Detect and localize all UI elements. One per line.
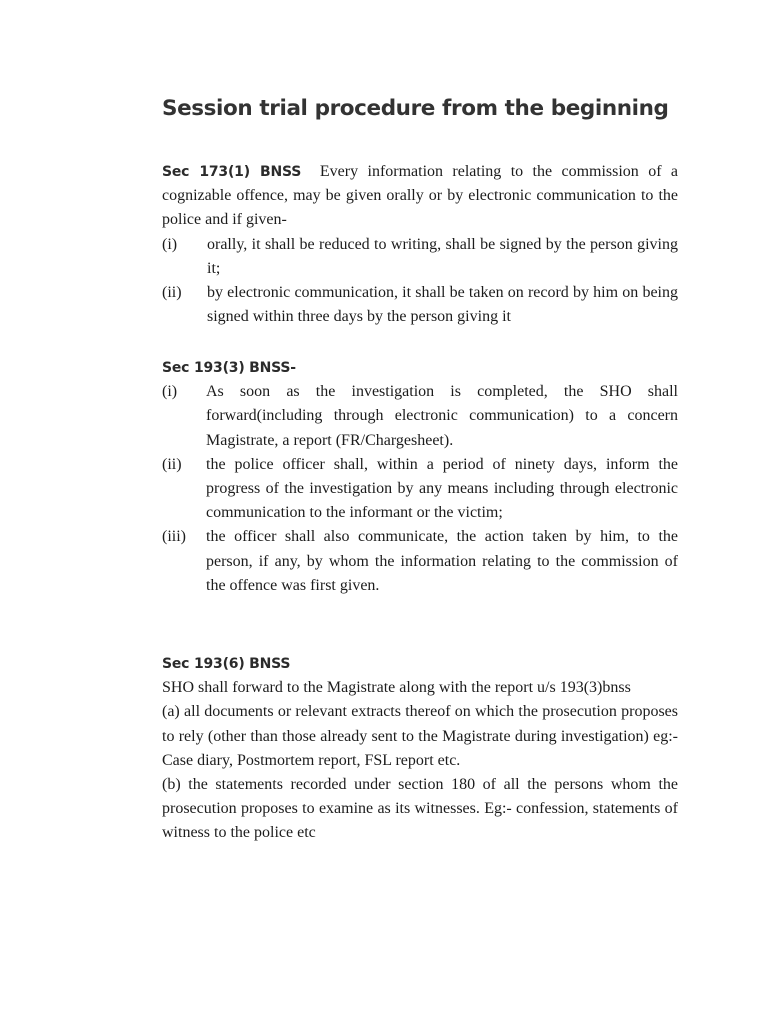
list-item-number: (iii) bbox=[162, 528, 186, 546]
section-173-1-intro-paragraph bbox=[162, 160, 678, 233]
section-193-3-heading: Sec 193(3) BNSS- bbox=[162, 360, 296, 376]
list-item bbox=[162, 525, 678, 598]
list-item bbox=[162, 281, 678, 329]
list-item-number: (ii) bbox=[162, 455, 182, 473]
section-193-6-paragraph: SHO shall forward to the Magistrate along with the report u/s 193(3)bnss bbox=[162, 679, 631, 697]
list-item-number: (i) bbox=[162, 235, 178, 253]
section-193-3 bbox=[162, 356, 678, 598]
list-item-text: orally, it shall be reduced to writing, shall be signed by the person giving it; bbox=[207, 235, 678, 277]
list-item bbox=[162, 453, 678, 526]
list-item-text: the officer shall also communicate, the action taken by him, to the person, if any, by whom the information relating to the commission of the offence was first given. bbox=[206, 528, 678, 594]
list-item-text: by electronic communication, it shall be taken on record by him on being signed within three days by the person giving it bbox=[207, 284, 678, 326]
section-193-6-paragraph: (a) all documents or relevant extracts thereof on which the prosecution proposes to rely (other than those already sent to the Magistrate during investigation) eg:- Case diary, Postmortem report, FSL report etc. bbox=[162, 703, 678, 769]
list-item bbox=[162, 233, 678, 281]
section-173-1-intro: Every information relating to the commission of a cognizable offence, may be given orally or by electronic communication to the police and if given- bbox=[162, 163, 679, 229]
section-193-6 bbox=[162, 652, 678, 846]
page-title: Session trial procedure from the beginning bbox=[162, 96, 669, 121]
section-193-6-heading: Sec 193(6) BNSS bbox=[162, 656, 291, 672]
section-173-1 bbox=[162, 160, 678, 329]
section-193-6-paragraph: (b) the statements recorded under section 180 of all the persons whom the prosecution proposes to examine as its witnesses. Eg:- confession, statements of witness to the police etc bbox=[162, 776, 678, 842]
section-173-1-heading: Sec 173(1) BNSS bbox=[162, 164, 302, 180]
list-item-text: the police officer shall, within a period of ninety days, inform the progress of the investigation by any means including through electronic communication to the informant or the victim; bbox=[206, 455, 678, 522]
list-item bbox=[162, 380, 678, 453]
list-item-number: (ii) bbox=[162, 284, 182, 302]
list-item-text: As soon as the investigation is completed, the SHO shall forward(including through electronic communication) to a concern Magistrate, a report (FR/Chargesheet). bbox=[206, 383, 678, 449]
list-item-number: (i) bbox=[162, 383, 178, 401]
